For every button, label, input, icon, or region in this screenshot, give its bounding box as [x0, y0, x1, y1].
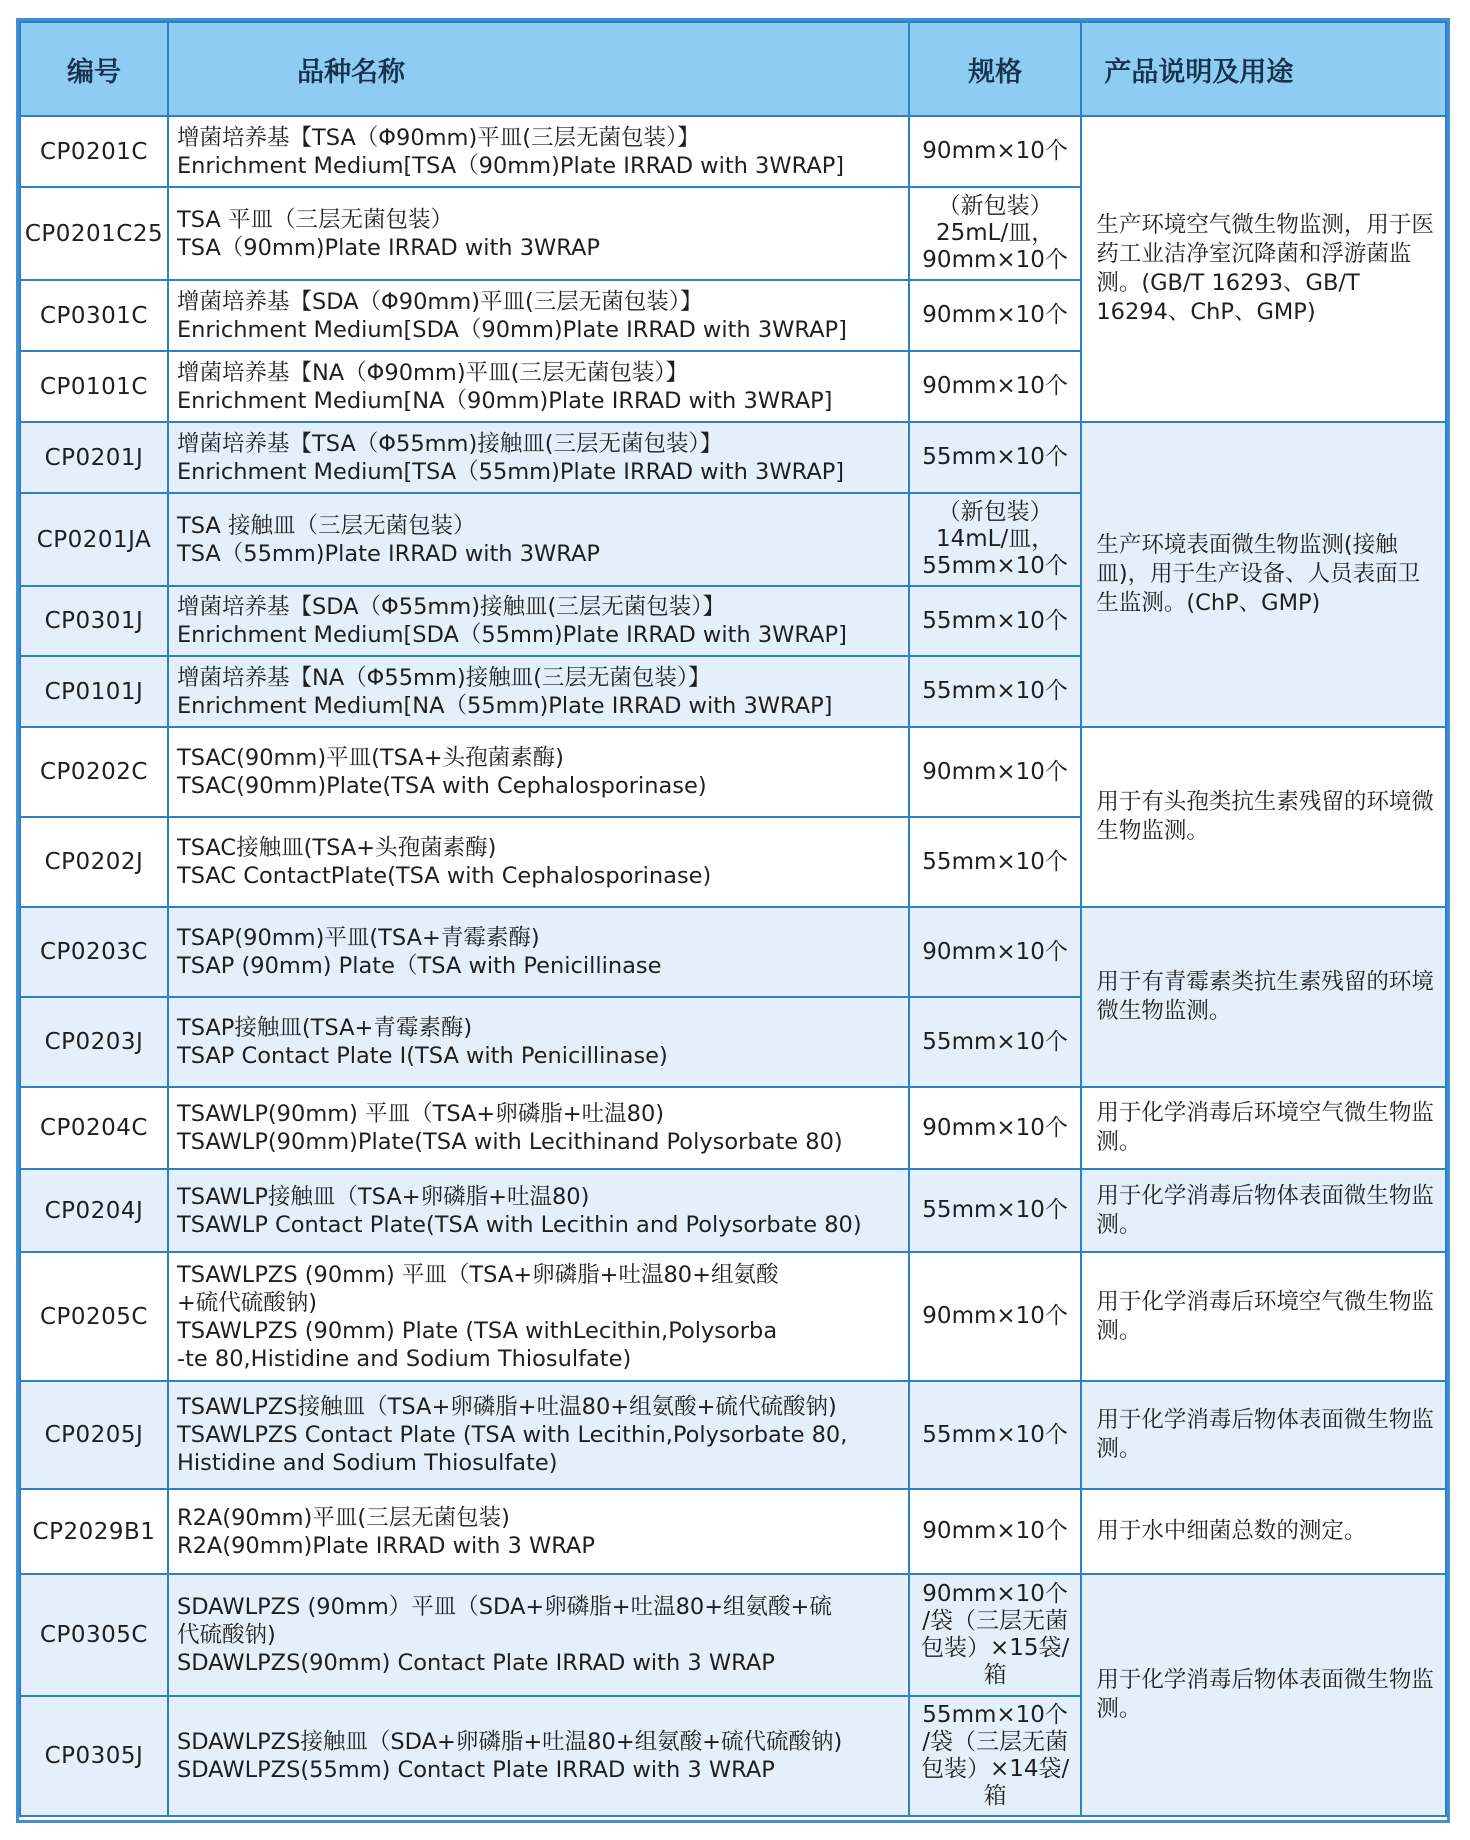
name-cn: R2A(90mm)平皿(三层无菌包装)	[176, 1504, 510, 1531]
name-cn: TSAWLP(90mm) 平皿（TSA+卵磷脂+吐温80)	[176, 1101, 665, 1127]
product-spec: 55mm×10个	[909, 656, 1081, 727]
product-code: CP0202C	[20, 727, 168, 817]
table-row	[20, 1169, 1446, 1252]
name-cn: TSAC接触皿(TSA+头孢菌素酶)	[176, 835, 497, 861]
name-en: Enrichment Medium[NA（55mm)Plate IRRAD with 3WRAP]	[176, 692, 833, 719]
product-code: CP0205J	[20, 1381, 168, 1489]
table-header-row	[20, 22, 1446, 116]
product-spec: 90mm×10个	[909, 280, 1081, 351]
table-row	[20, 116, 1446, 187]
header-description: 产品说明及用途	[1081, 22, 1446, 116]
header-code: 编号	[20, 22, 168, 116]
product-spec: 90mm×10个	[909, 1489, 1081, 1574]
product-spec: （新包装） 25mL/皿， 90mm×10个	[909, 187, 1081, 280]
name-cn: TSAC(90mm)平皿(TSA+头孢菌素酶)	[176, 745, 564, 771]
name-cn: 增菌培养基【TSA（Φ55mm)接触皿(三层无菌包装）】	[176, 430, 723, 457]
product-code: CP0203C	[20, 907, 168, 997]
table-row	[20, 1087, 1446, 1169]
product-code: CP0203J	[20, 997, 168, 1087]
name-en: Enrichment Medium[NA（90mm)Plate IRRAD with 3WRAP]	[176, 387, 833, 414]
product-code: CP0205C	[20, 1252, 168, 1381]
product-spec: 55mm×10个	[909, 422, 1081, 493]
name-cn: 增菌培养基【NA（Φ55mm)接触皿(三层无菌包装）】	[176, 664, 711, 691]
name-cn: TSAWLPZS (90mm) 平皿（TSA+卵磷脂+吐温80+组氨酸 +硫代硫酸钠)	[176, 1261, 779, 1316]
product-table	[19, 21, 1447, 1817]
table-row	[20, 422, 1446, 493]
product-name	[168, 1696, 909, 1816]
product-description: 用于化学消毒后环境空气微生物监测。	[1081, 1087, 1446, 1169]
table-row	[20, 727, 1446, 817]
name-cn: SDAWLPZS接触皿（SDA+卵磷脂+吐温80+组氨酸+硫代硫酸钠)	[176, 1729, 843, 1755]
product-name	[168, 422, 909, 493]
product-code: CP0204C	[20, 1087, 168, 1169]
product-name	[168, 1381, 909, 1489]
name-en: TSAWLP Contact Plate(TSA with Lecithin and Polysorbate 80)	[176, 1211, 862, 1238]
product-description: 用于化学消毒后物体表面微生物监测。	[1081, 1381, 1446, 1489]
product-name	[168, 1087, 909, 1169]
product-name	[168, 187, 909, 280]
product-code: CP0201J	[20, 422, 168, 493]
product-code: CP0201JA	[20, 493, 168, 586]
name-en: TSAC(90mm)Plate(TSA with Cephalosporinase)	[176, 773, 707, 799]
table-row	[20, 907, 1446, 997]
product-code: CP0201C	[20, 116, 168, 187]
product-code: CP0305C	[20, 1574, 168, 1696]
name-en: SDAWLPZS(90mm) Contact Plate IRRAD with 3 WRAP	[176, 1650, 775, 1676]
name-cn: TSAWLPZS接触皿（TSA+卵磷脂+吐温80+组氨酸+硫代硫酸钠)	[176, 1394, 837, 1420]
product-description: 用于化学消毒后物体表面微生物监测。	[1081, 1574, 1446, 1816]
product-name	[168, 1252, 909, 1381]
name-en: TSAWLPZS (90mm) Plate (TSA withLecithin,Polysorba -te 80,Histidine and Sodium Thiosulfate)	[176, 1317, 778, 1372]
product-spec: 90mm×10个	[909, 351, 1081, 422]
product-code: CP0301C	[20, 280, 168, 351]
product-spec: 55mm×10个	[909, 997, 1081, 1087]
name-cn: 增菌培养基【SDA（Φ55mm)接触皿(三层无菌包装）】	[176, 594, 726, 620]
table-row	[20, 1252, 1446, 1381]
name-cn: TSA 平皿（三层无菌包装）	[176, 206, 453, 233]
product-description: 生产环境空气微生物监测，用于医药工业洁净室沉降菌和浮游菌监测。(GB/T 16293、GB/T 16294、ChP、GMP)	[1081, 116, 1446, 422]
product-spec: （新包装） 14mL/皿， 55mm×10个	[909, 493, 1081, 586]
name-cn: 增菌培养基【SDA（Φ90mm)平皿(三层无菌包装）】	[176, 288, 703, 315]
product-code: CP2029B1	[20, 1489, 168, 1574]
product-spec: 55mm×10个	[909, 586, 1081, 656]
name-en: Enrichment Medium[SDA（90mm)Plate IRRAD with 3WRAP]	[176, 316, 847, 343]
product-description: 用于有青霉素类抗生素残留的环境微生物监测。	[1081, 907, 1446, 1087]
table-row	[20, 1381, 1446, 1489]
product-table-frame	[16, 18, 1450, 1823]
product-code: CP0301J	[20, 586, 168, 656]
name-en: TSA（90mm)Plate IRRAD with 3WRAP	[176, 234, 600, 261]
name-en: Enrichment Medium[TSA（55mm)Plate IRRAD with 3WRAP]	[176, 458, 845, 485]
product-code: CP0101C	[20, 351, 168, 422]
product-name	[168, 1574, 909, 1696]
product-code: CP0305J	[20, 1696, 168, 1816]
name-en: TSAWLP(90mm)Plate(TSA with Lecithinand Polysorbate 80)	[176, 1129, 843, 1155]
product-spec: 90mm×10个	[909, 1252, 1081, 1381]
product-spec: 90mm×10个 /袋（三层无菌 包装）×15袋/ 箱	[909, 1574, 1081, 1696]
name-en: TSAP Contact Plate I(TSA with Penicillinase)	[176, 1043, 668, 1069]
product-name	[168, 1169, 909, 1252]
name-cn: TSA 接触皿（三层无菌包装）	[176, 512, 476, 539]
name-en: TSAWLPZS Contact Plate (TSA with Lecithin,Polysorbate 80, Histidine and Sodium Thiosulfate)	[176, 1422, 848, 1476]
name-en: Enrichment Medium[SDA（55mm)Plate IRRAD with 3WRAP]	[176, 622, 847, 648]
name-en: TSAP (90mm) Plate（TSA with Penicillinase	[176, 953, 662, 979]
product-name	[168, 351, 909, 422]
product-description: 用于有头孢类抗生素残留的环境微生物监测。	[1081, 727, 1446, 907]
name-en: SDAWLPZS(55mm) Contact Plate IRRAD with 3 WRAP	[176, 1757, 775, 1783]
table-row	[20, 1489, 1446, 1574]
product-name	[168, 727, 909, 817]
name-en: R2A(90mm)Plate IRRAD with 3 WRAP	[176, 1532, 595, 1559]
product-code: CP0201C25	[20, 187, 168, 280]
name-en: TSAC ContactPlate(TSA with Cephalosporinase)	[176, 863, 712, 889]
header-spec: 规格	[909, 22, 1081, 116]
product-code: CP0204J	[20, 1169, 168, 1252]
name-cn: TSAWLP接触皿（TSA+卵磷脂+吐温80)	[176, 1183, 590, 1210]
name-cn: TSAP接触皿(TSA+青霉素酶)	[176, 1015, 473, 1041]
product-name	[168, 1489, 909, 1574]
name-en: Enrichment Medium[TSA（90mm)Plate IRRAD with 3WRAP]	[176, 152, 845, 179]
name-en: TSA（55mm)Plate IRRAD with 3WRAP	[176, 540, 600, 567]
product-description: 用于化学消毒后环境空气微生物监测。	[1081, 1252, 1446, 1381]
product-code: CP0101J	[20, 656, 168, 727]
product-description: 用于化学消毒后物体表面微生物监测。	[1081, 1169, 1446, 1252]
product-spec: 90mm×10个	[909, 116, 1081, 187]
product-name	[168, 280, 909, 351]
name-cn: SDAWLPZS (90mm）平皿（SDA+卵磷脂+吐温80+组氨酸+硫 代硫酸钠)	[176, 1594, 832, 1648]
name-cn: 增菌培养基【TSA（Φ90mm)平皿(三层无菌包装）】	[176, 124, 700, 151]
name-cn: 增菌培养基【NA（Φ90mm)平皿(三层无菌包装）】	[176, 359, 689, 386]
product-name	[168, 586, 909, 656]
product-name	[168, 907, 909, 997]
product-spec: 55mm×10个 /袋（三层无菌 包装）×14袋/ 箱	[909, 1696, 1081, 1816]
table-row	[20, 1574, 1446, 1696]
product-spec: 90mm×10个	[909, 907, 1081, 997]
product-spec: 55mm×10个	[909, 1381, 1081, 1489]
product-code: CP0202J	[20, 817, 168, 907]
product-spec: 55mm×10个	[909, 1169, 1081, 1252]
product-spec: 55mm×10个	[909, 817, 1081, 907]
product-spec: 90mm×10个	[909, 1087, 1081, 1169]
product-description: 生产环境表面微生物监测(接触皿)，用于生产设备、人员表面卫生监测。(ChP、GMP)	[1081, 422, 1446, 727]
product-name	[168, 493, 909, 586]
product-description: 用于水中细菌总数的测定。	[1081, 1489, 1446, 1574]
product-spec: 90mm×10个	[909, 727, 1081, 817]
name-cn: TSAP(90mm)平皿(TSA+青霉素酶)	[176, 925, 540, 951]
header-name: 品种名称	[168, 22, 909, 116]
product-name	[168, 656, 909, 727]
product-name	[168, 997, 909, 1087]
product-name	[168, 817, 909, 907]
product-name	[168, 116, 909, 187]
